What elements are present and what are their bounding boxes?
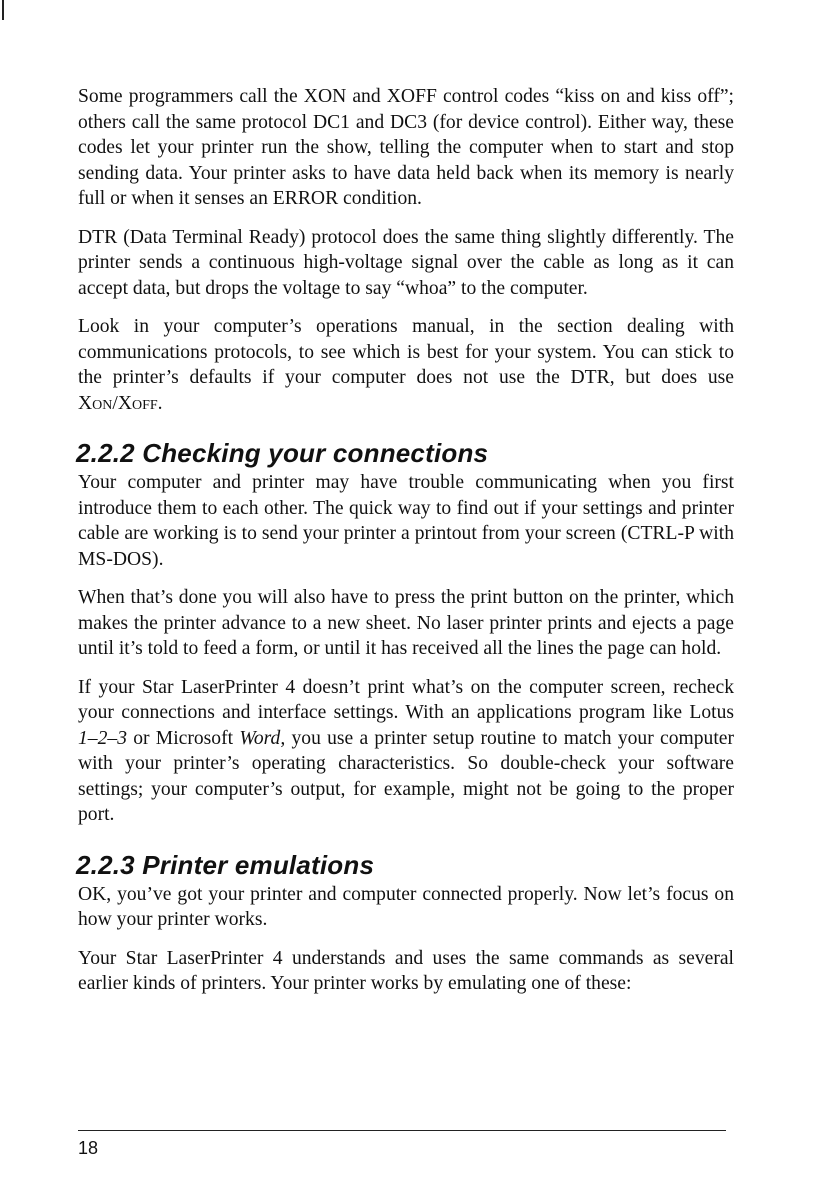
checking-connections-section bbox=[78, 438, 734, 828]
operations-manual-paragraph bbox=[78, 314, 734, 416]
communication-paragraph: Your computer and printer may have trouble communicating when you first introduce them to each other. The quick way to find out if your settings and printer cable are working is to send your printer a printout from your screen (CTRL-P with MS-DOS). bbox=[78, 472, 734, 570]
troubleshooting-text-1: If your Star LaserPrinter 4 doesn’t print what’s on the computer screen, recheck your connections and interface settings. With an applications program like Lotus bbox=[78, 676, 734, 723]
footer-rule bbox=[78, 1130, 726, 1131]
troubleshooting-paragraph bbox=[78, 675, 734, 828]
section-heading-checking-connections: 2.2.2 Checking your connections bbox=[76, 438, 489, 468]
page-content bbox=[78, 84, 734, 1010]
page-number: 18 bbox=[78, 1138, 99, 1158]
connected-paragraph: OK, you’ve got your printer and computer connected properly. Now let’s focus on how your printer works. bbox=[78, 883, 734, 930]
print-button-paragraph: When that’s done you will also have to press the print button on the printer, which makes the printer advance to a new sheet. No laser printer prints and ejects a page until it’s told to feed a form, or until it has received all the lines the page can hold. bbox=[78, 587, 734, 659]
emulation-paragraph: Your Star LaserPrinter 4 understands and uses the same commands as several earlier kinds of printers. Your printer works by emulating one of these: bbox=[78, 947, 734, 994]
troubleshooting-text-3: you use a printer setup routine to match your computer with your printer’s operating characteristics. So double-check your software settings; your computer’s output, for example, might not be going to the proper port. bbox=[78, 727, 734, 825]
microsoft-word-title: Word, bbox=[239, 727, 286, 749]
scan-edge-mark bbox=[2, 0, 4, 20]
xon-xoff-smallcaps: Xon/Xoff bbox=[78, 392, 158, 414]
troubleshooting-text-2: or Microsoft bbox=[126, 727, 240, 749]
protocol-section bbox=[78, 84, 734, 416]
lotus-123-title: 1–2–3 bbox=[78, 727, 127, 749]
xon-xoff-paragraph: Some programmers call the XON and XOFF control codes “kiss on and kiss off”; others call the same protocol DC1 and DC3 (for device control). Either way, these codes let your printer run the show, telling the computer when to start and stop sending data. Your printer asks to have data held back when its memory is nearly full or when it senses an ERROR condition. bbox=[78, 86, 734, 209]
section-heading-printer-emulations: 2.2.3 Printer emulations bbox=[76, 849, 375, 880]
printer-emulations-section bbox=[78, 850, 734, 997]
dtr-paragraph: DTR (Data Terminal Ready) protocol does the same thing slightly differently. The printer sends a continuous high-voltage signal over the cable as long as it can accept data, but drops the voltage to say “whoa” to the computer. bbox=[78, 226, 734, 299]
operations-manual-text: Look in your computer’s operations manual, in the section dealing with communications protocols, to see which is best for your system. You can stick to the printer’s defaults if your computer does not use the DTR, but does use bbox=[78, 316, 734, 388]
operations-manual-period: . bbox=[157, 392, 163, 414]
